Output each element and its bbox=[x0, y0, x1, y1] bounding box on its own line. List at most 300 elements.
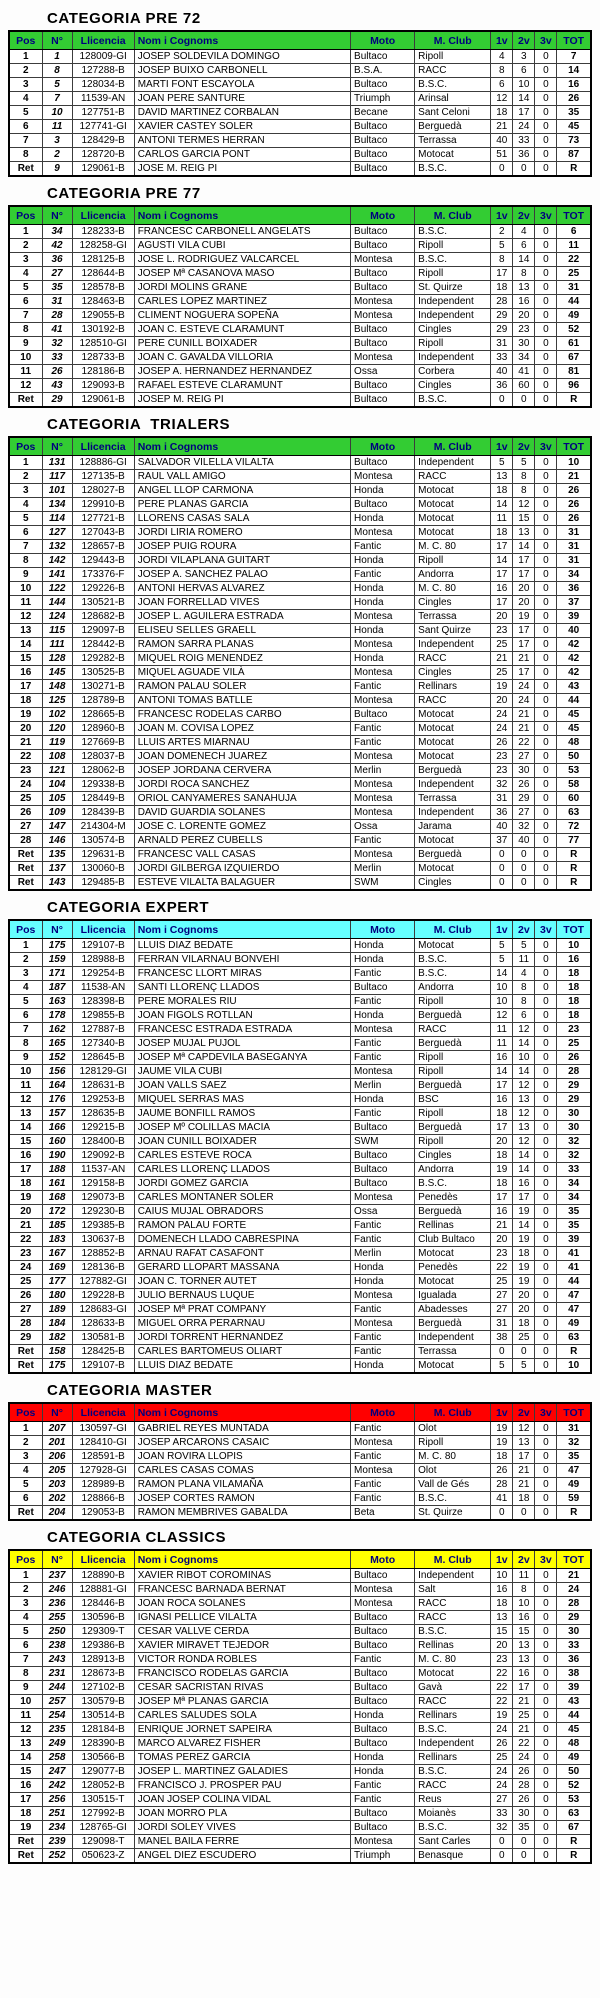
cell-lap3: 0 bbox=[535, 484, 557, 498]
cell-licence: 129282-B bbox=[72, 652, 134, 666]
cell-lap2: 13 bbox=[513, 1436, 535, 1450]
cell-rider-name: MIGUEL ORRA PERARNAU bbox=[134, 1317, 350, 1331]
category-title-trialers: CATEGORIA TRIALERS bbox=[47, 416, 231, 433]
cell-lap1: 18 bbox=[491, 1450, 513, 1464]
table-row bbox=[9, 1093, 591, 1107]
cell-pos: 9 bbox=[9, 337, 42, 351]
cell-club: Ripoll bbox=[415, 50, 491, 64]
cell-number: 235 bbox=[42, 1723, 72, 1737]
cell-lap1: 0 bbox=[491, 1345, 513, 1359]
cell-club: Penedès bbox=[415, 1191, 491, 1205]
cell-lap3: 0 bbox=[535, 624, 557, 638]
table-row bbox=[9, 512, 591, 526]
table-row bbox=[9, 1709, 591, 1723]
cell-pos: 2 bbox=[9, 1583, 42, 1597]
cell-licence: 128009-GI bbox=[72, 50, 134, 64]
cell-number: 184 bbox=[42, 1317, 72, 1331]
cell-number: 172 bbox=[42, 1205, 72, 1219]
cell-licence: 128442-B bbox=[72, 638, 134, 652]
cell-rider-name: CAIUS MUJAL OBRADORS bbox=[134, 1205, 350, 1219]
cell-lap3: 0 bbox=[535, 1639, 557, 1653]
cell-number: 202 bbox=[42, 1492, 72, 1506]
cell-rider-name: JORDI GILBERGA IZQUIERDO bbox=[134, 862, 350, 876]
cell-number: 175 bbox=[42, 939, 72, 953]
cell-pos: 5 bbox=[9, 512, 42, 526]
table-row bbox=[9, 267, 591, 281]
cell-moto: Bultaco bbox=[351, 1625, 415, 1639]
cell-moto: Fantic bbox=[351, 1037, 415, 1051]
cell-lap1: 8 bbox=[491, 64, 513, 78]
cell-club: Berguedà bbox=[415, 1205, 491, 1219]
cell-rider-name: RAFAEL ESTEVE CLARAMUNT bbox=[134, 379, 350, 393]
cell-licence: 128733-B bbox=[72, 351, 134, 365]
cell-pos: 3 bbox=[9, 78, 42, 92]
cell-pos: 7 bbox=[9, 134, 42, 148]
cell-club: B.S.C. bbox=[415, 1821, 491, 1835]
cell-rider-name: JORDI TORRENT HERNANDEZ bbox=[134, 1331, 350, 1345]
cell-lap3: 0 bbox=[535, 1149, 557, 1163]
cell-licence: 128673-B bbox=[72, 1667, 134, 1681]
cell-club: Motocat bbox=[415, 1275, 491, 1289]
table-row bbox=[9, 722, 591, 736]
cell-club: B.S.C. bbox=[415, 1765, 491, 1779]
column-header-lap2: 2v bbox=[513, 1550, 535, 1569]
cell-moto: Beta bbox=[351, 1506, 415, 1521]
table-row bbox=[9, 351, 591, 365]
column-header-lap2: 2v bbox=[513, 920, 535, 939]
cell-lap1: 24 bbox=[491, 1723, 513, 1737]
cell-lap2: 12 bbox=[513, 1107, 535, 1121]
cell-lap3: 0 bbox=[535, 876, 557, 891]
cell-pos: 1 bbox=[9, 50, 42, 64]
cell-moto: Ossa bbox=[351, 365, 415, 379]
cell-lap2: 21 bbox=[513, 1695, 535, 1709]
column-header-lap3: 3v bbox=[535, 206, 557, 225]
cell-total: 33 bbox=[557, 1163, 591, 1177]
cell-total: 33 bbox=[557, 1639, 591, 1653]
table-row bbox=[9, 92, 591, 106]
cell-rider-name: CARLES ESTEVE ROCA bbox=[134, 1149, 350, 1163]
cell-total: 42 bbox=[557, 666, 591, 680]
cell-lap3: 0 bbox=[535, 834, 557, 848]
cell-number: 169 bbox=[42, 1261, 72, 1275]
cell-pos: 22 bbox=[9, 750, 42, 764]
column-header-rider-name: Nom i Cognoms bbox=[134, 1550, 350, 1569]
cell-total: 39 bbox=[557, 1233, 591, 1247]
cell-moto: Bultaco bbox=[351, 120, 415, 134]
table-row bbox=[9, 1135, 591, 1149]
cell-club: Olot bbox=[415, 1464, 491, 1478]
cell-number: 258 bbox=[42, 1751, 72, 1765]
cell-number: 243 bbox=[42, 1653, 72, 1667]
cell-licence: 129253-B bbox=[72, 1093, 134, 1107]
cell-moto: Bultaco bbox=[351, 1177, 415, 1191]
cell-lap1: 17 bbox=[491, 1079, 513, 1093]
cell-licence: 127721-B bbox=[72, 512, 134, 526]
cell-rider-name: JOSEP MUJAL PUJOL bbox=[134, 1037, 350, 1051]
cell-number: 177 bbox=[42, 1275, 72, 1289]
cell-rider-name: CLIMENT NOGUERA SOPEÑA bbox=[134, 309, 350, 323]
cell-total: 52 bbox=[557, 323, 591, 337]
column-header-total: TOT bbox=[557, 31, 591, 50]
cell-licence: 128136-B bbox=[72, 1261, 134, 1275]
cell-lap3: 0 bbox=[535, 1051, 557, 1065]
cell-number: 255 bbox=[42, 1611, 72, 1625]
cell-lap3: 0 bbox=[535, 120, 557, 134]
table-row bbox=[9, 337, 591, 351]
cell-moto: Honda bbox=[351, 652, 415, 666]
cell-licence: 128591-B bbox=[72, 1450, 134, 1464]
cell-moto: Honda bbox=[351, 512, 415, 526]
table-row bbox=[9, 1177, 591, 1191]
cell-number: 152 bbox=[42, 1051, 72, 1065]
cell-club: B.S.C. bbox=[415, 393, 491, 408]
table-row bbox=[9, 806, 591, 820]
cell-rider-name: CARLOS GARCIA PONT bbox=[134, 148, 350, 162]
cell-rider-name: CARLES LOPEZ MARTINEZ bbox=[134, 295, 350, 309]
cell-club: M. C. 80 bbox=[415, 1450, 491, 1464]
cell-pos: 28 bbox=[9, 834, 42, 848]
cell-number: 183 bbox=[42, 1233, 72, 1247]
cell-total: 34 bbox=[557, 1177, 591, 1191]
cell-lap1: 17 bbox=[491, 568, 513, 582]
cell-rider-name: JOAN C. GAVALDA VILLORIA bbox=[134, 351, 350, 365]
cell-pos: 1 bbox=[9, 1569, 42, 1583]
cell-rider-name: ENRIQUE JORNET SAPEIRA bbox=[134, 1723, 350, 1737]
cell-number: 121 bbox=[42, 764, 72, 778]
cell-total: 18 bbox=[557, 967, 591, 981]
column-header-licence: Llicencia bbox=[72, 1403, 134, 1422]
column-header-pos: Pos bbox=[9, 1403, 42, 1422]
cell-number: 156 bbox=[42, 1065, 72, 1079]
cell-club: Andorra bbox=[415, 568, 491, 582]
cell-lap1: 22 bbox=[491, 1667, 513, 1681]
cell-lap1: 18 bbox=[491, 106, 513, 120]
cell-moto: Honda bbox=[351, 1359, 415, 1374]
table-row bbox=[9, 848, 591, 862]
cell-number: 168 bbox=[42, 1191, 72, 1205]
cell-licence: 129443-B bbox=[72, 554, 134, 568]
cell-moto: Fantic bbox=[351, 1450, 415, 1464]
cell-lap2: 14 bbox=[513, 1037, 535, 1051]
cell-pos: 25 bbox=[9, 792, 42, 806]
cell-lap2: 12 bbox=[513, 1422, 535, 1436]
cell-lap3: 0 bbox=[535, 1093, 557, 1107]
table-row bbox=[9, 540, 591, 554]
table-row bbox=[9, 1492, 591, 1506]
cell-number: 178 bbox=[42, 1009, 72, 1023]
table-row bbox=[9, 568, 591, 582]
cell-pos: 13 bbox=[9, 1737, 42, 1751]
cell-lap1: 13 bbox=[491, 1611, 513, 1625]
cell-lap2: 0 bbox=[513, 1506, 535, 1521]
cell-number: 135 bbox=[42, 848, 72, 862]
cell-total: 34 bbox=[557, 1191, 591, 1205]
cell-rider-name: CARLES LLORENÇ LLADOS bbox=[134, 1163, 350, 1177]
cell-club: Motocat bbox=[415, 750, 491, 764]
cell-moto: Bultaco bbox=[351, 337, 415, 351]
cell-lap3: 0 bbox=[535, 1849, 557, 1864]
cell-lap2: 17 bbox=[513, 624, 535, 638]
cell-licence: 130515-T bbox=[72, 1793, 134, 1807]
cell-lap1: 12 bbox=[491, 1009, 513, 1023]
cell-total: 87 bbox=[557, 148, 591, 162]
cell-licence: 130060-B bbox=[72, 862, 134, 876]
cell-lap1: 20 bbox=[491, 1639, 513, 1653]
cell-total: 31 bbox=[557, 554, 591, 568]
cell-lap2: 17 bbox=[513, 568, 535, 582]
column-header-lap3: 3v bbox=[535, 437, 557, 456]
category-title-pre-77: CATEGORIA PRE 77 bbox=[47, 185, 201, 202]
cell-lap1: 27 bbox=[491, 1289, 513, 1303]
cell-rider-name: LLUIS DIAZ BEDATE bbox=[134, 939, 350, 953]
cell-moto: Fantic bbox=[351, 722, 415, 736]
cell-licence: 214304-M bbox=[72, 820, 134, 834]
cell-licence: 128398-B bbox=[72, 995, 134, 1009]
cell-lap1: 0 bbox=[491, 393, 513, 408]
cell-total: 29 bbox=[557, 1611, 591, 1625]
cell-lap2: 6 bbox=[513, 64, 535, 78]
table-row bbox=[9, 1611, 591, 1625]
cell-lap1: 24 bbox=[491, 1779, 513, 1793]
cell-rider-name: MIQUEL AGUADE VILÀ bbox=[134, 666, 350, 680]
cell-lap2: 19 bbox=[513, 1233, 535, 1247]
cell-lap3: 0 bbox=[535, 1751, 557, 1765]
cell-club: Club Bultaco bbox=[415, 1233, 491, 1247]
cell-club: RACC bbox=[415, 1611, 491, 1625]
column-header-rider-name: Nom i Cognoms bbox=[134, 206, 350, 225]
column-header-moto: Moto bbox=[351, 1550, 415, 1569]
cell-club: Rellinars bbox=[415, 680, 491, 694]
cell-total: 41 bbox=[557, 1247, 591, 1261]
cell-total: R bbox=[557, 162, 591, 177]
cell-total: 28 bbox=[557, 1597, 591, 1611]
cell-lap1: 0 bbox=[491, 1835, 513, 1849]
table-row bbox=[9, 225, 591, 239]
column-header-rider-name: Nom i Cognoms bbox=[134, 920, 350, 939]
cell-number: 188 bbox=[42, 1163, 72, 1177]
cell-moto: Bultaco bbox=[351, 1807, 415, 1821]
cell-number: 35 bbox=[42, 281, 72, 295]
table-row bbox=[9, 1583, 591, 1597]
cell-club: B.S.C. bbox=[415, 225, 491, 239]
cell-club: Berguedà bbox=[415, 1037, 491, 1051]
cell-rider-name: MANEL BAILA FERRE bbox=[134, 1835, 350, 1849]
cell-lap2: 26 bbox=[513, 1793, 535, 1807]
cell-number: 137 bbox=[42, 862, 72, 876]
cell-pos: 15 bbox=[9, 1765, 42, 1779]
column-header-lap1: 1v bbox=[491, 437, 513, 456]
cell-lap1: 24 bbox=[491, 708, 513, 722]
cell-number: 201 bbox=[42, 1436, 72, 1450]
cell-club: Motocat bbox=[415, 736, 491, 750]
cell-total: 63 bbox=[557, 1331, 591, 1345]
column-header-club: M. Club bbox=[415, 437, 491, 456]
cell-club: Independent bbox=[415, 351, 491, 365]
cell-total: 45 bbox=[557, 1723, 591, 1737]
cell-moto: Fantic bbox=[351, 1492, 415, 1506]
cell-moto: Fantic bbox=[351, 1653, 415, 1667]
cell-lap2: 60 bbox=[513, 379, 535, 393]
cell-rider-name: MARCO ALVAREZ FISHER bbox=[134, 1737, 350, 1751]
cell-lap3: 0 bbox=[535, 1478, 557, 1492]
table-row bbox=[9, 1723, 591, 1737]
table-row bbox=[9, 1079, 591, 1093]
cell-lap1: 19 bbox=[491, 680, 513, 694]
cell-rider-name: FRANCISCO J. PROSPER PAU bbox=[134, 1779, 350, 1793]
cell-licence: 128682-B bbox=[72, 610, 134, 624]
cell-moto: Honda bbox=[351, 1751, 415, 1765]
cell-moto: Bultaco bbox=[351, 148, 415, 162]
cell-lap1: 40 bbox=[491, 365, 513, 379]
cell-moto: Montesa bbox=[351, 1023, 415, 1037]
cell-moto: Honda bbox=[351, 1709, 415, 1723]
table-row bbox=[9, 953, 591, 967]
cell-rider-name: JOSEP Mª CASANOVA MASO bbox=[134, 267, 350, 281]
cell-rider-name: ORIOL CANYAMERES SANAHUJA bbox=[134, 792, 350, 806]
table-row bbox=[9, 295, 591, 309]
column-header-lap1: 1v bbox=[491, 920, 513, 939]
cell-number: 43 bbox=[42, 379, 72, 393]
cell-lap2: 21 bbox=[513, 1478, 535, 1492]
table-row bbox=[9, 1205, 591, 1219]
cell-club: Rellinars bbox=[415, 1709, 491, 1723]
cell-licence: 128449-B bbox=[72, 792, 134, 806]
table-row bbox=[9, 1107, 591, 1121]
cell-licence: 050623-Z bbox=[72, 1849, 134, 1864]
table-row bbox=[9, 967, 591, 981]
cell-number: 207 bbox=[42, 1422, 72, 1436]
table-row bbox=[9, 1191, 591, 1205]
cell-total: 10 bbox=[557, 1359, 591, 1374]
cell-club: Cingles bbox=[415, 596, 491, 610]
column-header-pos: Pos bbox=[9, 206, 42, 225]
cell-licence: 127741-GI bbox=[72, 120, 134, 134]
cell-pos: Ret bbox=[9, 876, 42, 891]
cell-club: B.S.C. bbox=[415, 967, 491, 981]
cell-lap1: 0 bbox=[491, 848, 513, 862]
cell-rider-name: LLORENS CASAS SALA bbox=[134, 512, 350, 526]
cell-licence: 129092-B bbox=[72, 1149, 134, 1163]
cell-moto: Bultaco bbox=[351, 498, 415, 512]
cell-licence: 128988-B bbox=[72, 953, 134, 967]
cell-rider-name: JOSE M. REIG PI bbox=[134, 162, 350, 177]
cell-lap3: 0 bbox=[535, 1765, 557, 1779]
cell-rider-name: JORDI SOLEY VIVES bbox=[134, 1821, 350, 1835]
cell-rider-name: JORDI VILAPLANA GUITART bbox=[134, 554, 350, 568]
cell-lap1: 21 bbox=[491, 120, 513, 134]
cell-licence: 128886-GI bbox=[72, 456, 134, 470]
cell-number: 162 bbox=[42, 1023, 72, 1037]
cell-total: 40 bbox=[557, 624, 591, 638]
cell-rider-name: CESAR SACRISTAN RIVAS bbox=[134, 1681, 350, 1695]
cell-licence: 128683-GI bbox=[72, 1303, 134, 1317]
cell-lap2: 0 bbox=[513, 1849, 535, 1864]
cell-pos: 13 bbox=[9, 624, 42, 638]
cell-moto: Honda bbox=[351, 484, 415, 498]
cell-rider-name: MIQUEL SERRAS MAS bbox=[134, 1093, 350, 1107]
cell-lap2: 0 bbox=[513, 162, 535, 177]
cell-total: 81 bbox=[557, 365, 591, 379]
cell-lap1: 26 bbox=[491, 1737, 513, 1751]
cell-number: 122 bbox=[42, 582, 72, 596]
cell-lap3: 0 bbox=[535, 1205, 557, 1219]
table-row bbox=[9, 1849, 591, 1864]
cell-licence: 129097-B bbox=[72, 624, 134, 638]
cell-lap1: 23 bbox=[491, 1653, 513, 1667]
column-header-number: N° bbox=[42, 31, 72, 50]
cell-moto: Fantic bbox=[351, 995, 415, 1009]
cell-lap3: 0 bbox=[535, 1506, 557, 1521]
cell-lap1: 37 bbox=[491, 834, 513, 848]
category-section-expert bbox=[8, 899, 600, 1374]
cell-total: 45 bbox=[557, 722, 591, 736]
cell-lap3: 0 bbox=[535, 1422, 557, 1436]
cell-lap3: 0 bbox=[535, 582, 557, 596]
cell-number: 143 bbox=[42, 876, 72, 891]
cell-lap1: 25 bbox=[491, 638, 513, 652]
table-row bbox=[9, 680, 591, 694]
cell-lap1: 11 bbox=[491, 1023, 513, 1037]
cell-rider-name: XAVIER MIRAVET TEJEDOR bbox=[134, 1639, 350, 1653]
cell-lap3: 0 bbox=[535, 981, 557, 995]
cell-rider-name: XAVIER CASTEY SOLER bbox=[134, 120, 350, 134]
cell-lap2: 32 bbox=[513, 820, 535, 834]
cell-club: Terrassa bbox=[415, 1345, 491, 1359]
cell-club: Independent bbox=[415, 295, 491, 309]
cell-rider-name: JOSEP L. MARTINEZ GALADIES bbox=[134, 1765, 350, 1779]
cell-pos: 22 bbox=[9, 1233, 42, 1247]
cell-licence: 129055-B bbox=[72, 309, 134, 323]
cell-lap3: 0 bbox=[535, 862, 557, 876]
cell-total: 32 bbox=[557, 1149, 591, 1163]
cell-lap1: 31 bbox=[491, 1317, 513, 1331]
column-header-lap1: 1v bbox=[491, 1403, 513, 1422]
cell-lap1: 40 bbox=[491, 820, 513, 834]
table-row bbox=[9, 64, 591, 78]
cell-club: Motocat bbox=[415, 722, 491, 736]
cell-total: 42 bbox=[557, 638, 591, 652]
cell-total: 26 bbox=[557, 1051, 591, 1065]
cell-lap3: 0 bbox=[535, 554, 557, 568]
table-row bbox=[9, 1065, 591, 1079]
cell-lap2: 20 bbox=[513, 1289, 535, 1303]
cell-lap1: 21 bbox=[491, 652, 513, 666]
cell-lap3: 0 bbox=[535, 456, 557, 470]
cell-lap2: 5 bbox=[513, 456, 535, 470]
cell-rider-name: JOSEP SOLDEVILA DOMINGO bbox=[134, 50, 350, 64]
cell-lap2: 18 bbox=[513, 1247, 535, 1261]
cell-pos: 14 bbox=[9, 1751, 42, 1765]
cell-lap1: 10 bbox=[491, 981, 513, 995]
cell-total: R bbox=[557, 1835, 591, 1849]
cell-total: 23 bbox=[557, 1023, 591, 1037]
cell-lap1: 16 bbox=[491, 1093, 513, 1107]
cell-lap1: 0 bbox=[491, 162, 513, 177]
cell-pos: Ret bbox=[9, 162, 42, 177]
cell-licence: 128425-B bbox=[72, 1345, 134, 1359]
column-header-licence: Llicencia bbox=[72, 437, 134, 456]
cell-club: Motocat bbox=[415, 862, 491, 876]
cell-licence: 127669-B bbox=[72, 736, 134, 750]
cell-lap2: 5 bbox=[513, 1359, 535, 1374]
cell-licence: 11539-AN bbox=[72, 92, 134, 106]
table-row bbox=[9, 1779, 591, 1793]
cell-total: 77 bbox=[557, 834, 591, 848]
cell-lap3: 0 bbox=[535, 498, 557, 512]
cell-rider-name: FERRAN VILARNAU BONVEHI bbox=[134, 953, 350, 967]
cell-licence: 128657-B bbox=[72, 540, 134, 554]
